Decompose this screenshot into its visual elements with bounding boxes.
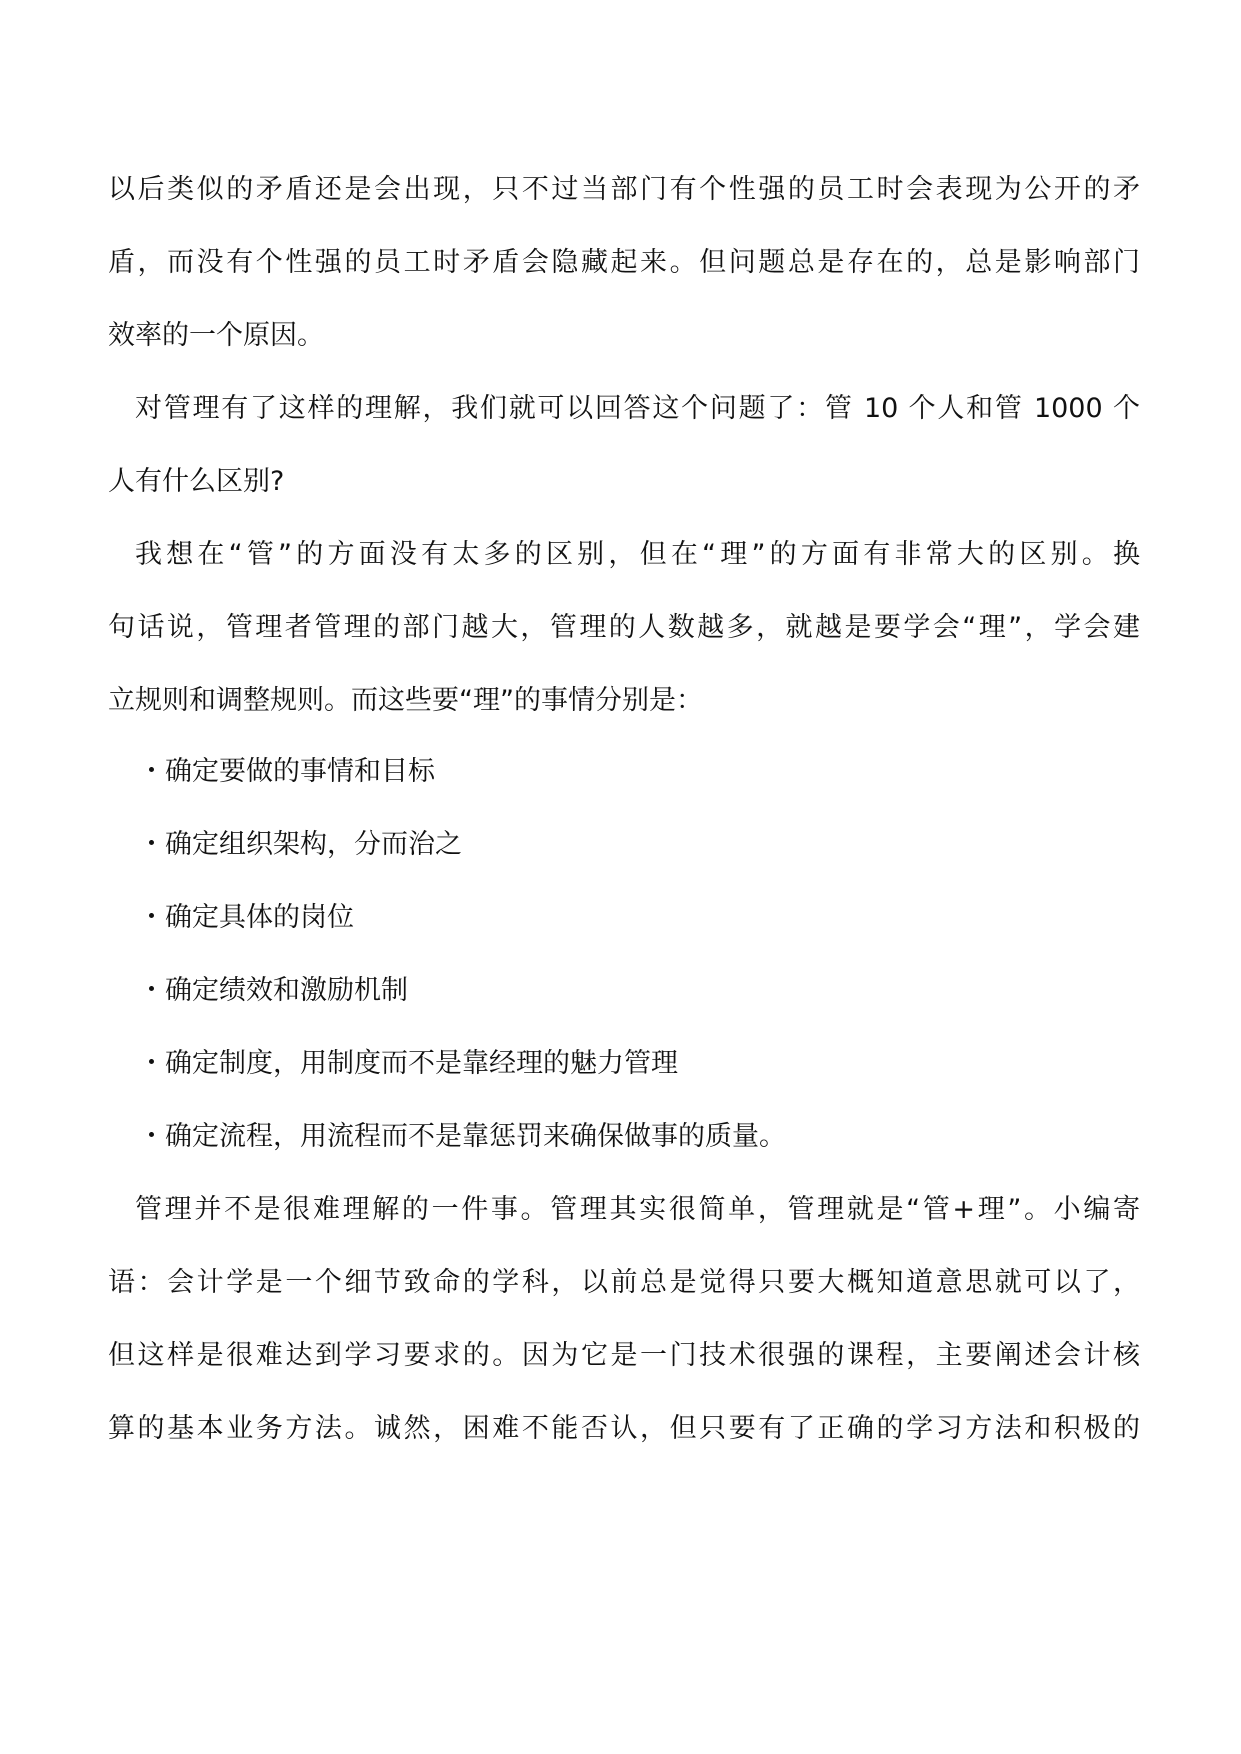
bullet-item: ・确定组织架构，分而治之 <box>138 829 462 860</box>
text-line: 管理并不是很难理解的一件事。管理其实很简单，管理就是“管+理”。小编寄 <box>135 1194 1140 1225</box>
text-line: 但这样是很难达到学习要求的。因为它是一门技术很强的课程，主要阐述会计核 <box>108 1340 1140 1371</box>
text-line: 人有什么区别? <box>108 466 285 497</box>
bullet-item: ・确定具体的岗位 <box>138 902 354 933</box>
bullet-item: ・确定制度，用制度而不是靠经理的魅力管理 <box>138 1048 678 1079</box>
text-line: 我想在“管”的方面没有太多的区别，但在“理”的方面有非常大的区别。换 <box>135 539 1140 570</box>
text-line: 语：会计学是一个细节致命的学科，以前总是觉得只要大概知道意思就可以了， <box>108 1267 1140 1298</box>
text-line: 对管理有了这样的理解，我们就可以回答这个问题了：管 10 个人和管 1000 个 <box>135 393 1140 424</box>
bullet-item: ・确定绩效和激励机制 <box>138 975 408 1006</box>
text-line: 以后类似的矛盾还是会出现，只不过当部门有个性强的员工时会表现为公开的矛 <box>108 174 1140 205</box>
text-line: 盾，而没有个性强的员工时矛盾会隐藏起来。但问题总是存在的，总是影响部门 <box>108 247 1140 278</box>
text-line: 立规则和调整规则。而这些要“理”的事情分别是： <box>108 685 703 716</box>
text-line: 句话说，管理者管理的部门越大，管理的人数越多，就越是要学会“理”，学会建 <box>108 612 1140 643</box>
bullet-item: ・确定要做的事情和目标 <box>138 756 435 787</box>
bullet-item: ・确定流程，用流程而不是靠惩罚来确保做事的质量。 <box>138 1121 786 1152</box>
text-line: 算的基本业务方法。诚然，困难不能否认，但只要有了正确的学习方法和积极的 <box>108 1413 1140 1444</box>
text-line: 效率的一个原因。 <box>108 320 324 351</box>
